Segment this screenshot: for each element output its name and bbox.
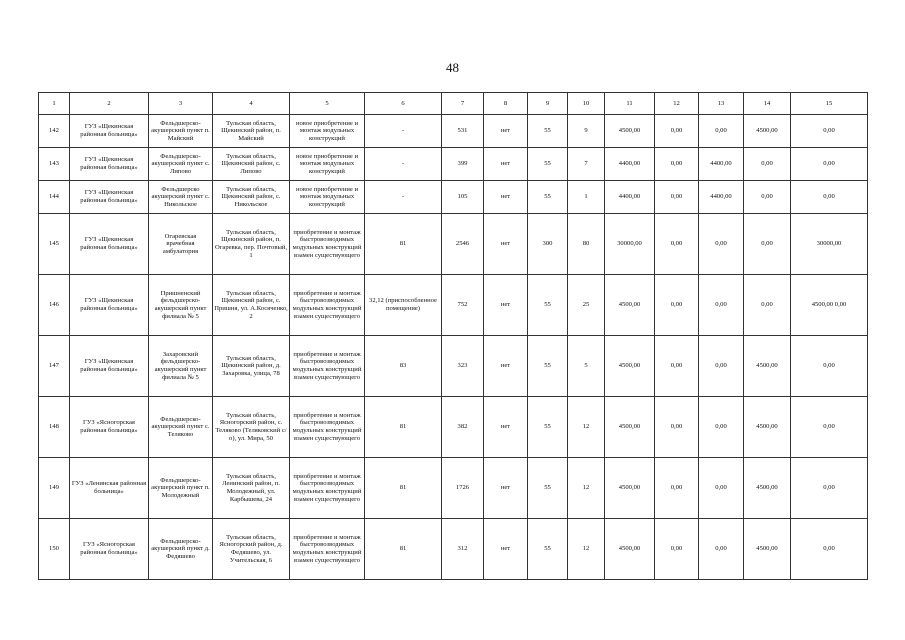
table-cell-col-10: 12	[568, 519, 605, 580]
table-cell-col-15: 0,00	[791, 397, 868, 458]
table-cell-col-3: Фельдшерско акушерский пункт с. Никольское	[149, 181, 213, 214]
table-row	[39, 336, 868, 397]
table-cell-col-13: 0,00	[699, 115, 744, 148]
table-cell-col-1: 144	[39, 181, 70, 214]
table-cell-col-6: -	[365, 181, 442, 214]
table-cell-col-7: 312	[442, 519, 484, 580]
table-cell-col-10: 12	[568, 397, 605, 458]
table-row	[39, 275, 868, 336]
page-number: 48	[446, 60, 459, 75]
table-cell-col-11: 4500,00	[605, 275, 655, 336]
table-cell-col-13: 0,00	[699, 275, 744, 336]
table-cell-col-2: ГУЗ «Щекинская районная больница»	[70, 275, 149, 336]
column-header-6: 6	[365, 93, 442, 115]
table-cell-col-7: 382	[442, 397, 484, 458]
table-cell-col-12: 0,00	[655, 148, 699, 181]
table-cell-col-2: ГУЗ «Щекинская районная больница»	[70, 115, 149, 148]
table-cell-col-14: 4500,00	[744, 397, 791, 458]
table-cell-col-10: 12	[568, 458, 605, 519]
column-header-5: 5	[290, 93, 365, 115]
table-cell-col-13: 0,00	[699, 519, 744, 580]
table-cell-col-9: 55	[528, 519, 568, 580]
table-cell-col-10: 9	[568, 115, 605, 148]
table-cell-col-5: новое приобретение и монтаж модульных конструкций	[290, 148, 365, 181]
table-cell-col-4: Тульская область, Ясногорский район, с. Теляково (Теляковский с/о), ул. Мира, 50	[213, 397, 290, 458]
table-cell-col-15: 0,00	[791, 181, 868, 214]
table-cell-col-9: 55	[528, 458, 568, 519]
column-header-10: 10	[568, 93, 605, 115]
column-header-13: 13	[699, 93, 744, 115]
table-cell-col-8: нет	[484, 519, 528, 580]
table-cell-col-14: 4500,00	[744, 458, 791, 519]
table-cell-col-3: Фельдшерско-акушерский пункт п. Майский	[149, 115, 213, 148]
table-cell-col-10: 7	[568, 148, 605, 181]
table-cell-col-11: 4500,00	[605, 519, 655, 580]
table-row	[39, 115, 868, 148]
table-cell-col-11: 30000,00	[605, 214, 655, 275]
table-cell-col-15: 0,00	[791, 336, 868, 397]
column-header-1: 1	[39, 93, 70, 115]
table-cell-col-1: 145	[39, 214, 70, 275]
table-cell-col-6: 32,12 (приспособленное помещение)	[365, 275, 442, 336]
column-header-11: 11	[605, 93, 655, 115]
table-cell-col-8: нет	[484, 397, 528, 458]
table-cell-col-8: нет	[484, 458, 528, 519]
table-cell-col-11: 4500,00	[605, 115, 655, 148]
table-cell-col-10: 80	[568, 214, 605, 275]
table-cell-col-2: ГУЗ «Ясногорская районная больница»	[70, 519, 149, 580]
table-cell-col-6: 81	[365, 519, 442, 580]
table-cell-col-9: 300	[528, 214, 568, 275]
table-cell-col-14: 0,00	[744, 148, 791, 181]
table-cell-col-3: Фельдшерско-акушерский пункт д. Федяшево	[149, 519, 213, 580]
table-cell-col-15: 0,00	[791, 148, 868, 181]
table-cell-col-12: 0,00	[655, 115, 699, 148]
table-cell-col-5: приобретение и монтаж быстровозводимых модульных конструкций взамен существующего	[290, 214, 365, 275]
table-cell-col-1: 142	[39, 115, 70, 148]
table-row	[39, 519, 868, 580]
column-header-12: 12	[655, 93, 699, 115]
table-cell-col-2: ГУЗ «Щекинская районная больница»	[70, 214, 149, 275]
table-cell-col-6: 81	[365, 397, 442, 458]
table-row	[39, 458, 868, 519]
table-cell-col-5: приобретение и монтаж быстровозводимых модульных конструкций взамен существующего	[290, 336, 365, 397]
table-cell-col-2: ГУЗ «Ясногорская районная больница»	[70, 397, 149, 458]
table-cell-col-2: ГУЗ «Ленинская районная больница»	[70, 458, 149, 519]
table-cell-col-8: нет	[484, 115, 528, 148]
table-cell-col-15: 4500,00 0,00	[791, 275, 868, 336]
table-cell-col-10: 5	[568, 336, 605, 397]
table-cell-col-13: 0,00	[699, 214, 744, 275]
column-header-14: 14	[744, 93, 791, 115]
table-cell-col-10: 25	[568, 275, 605, 336]
table-cell-col-4: Тульская область, Щекинский район, п. Огаревка, пер. Почтовый, 1	[213, 214, 290, 275]
table-cell-col-4: Тульская область, Щекинский район, с. Пришня, ул. А.Косяченко, 2	[213, 275, 290, 336]
table-cell-col-12: 0,00	[655, 181, 699, 214]
table-cell-col-8: нет	[484, 148, 528, 181]
table-cell-col-5: приобретение и монтаж быстровозводимых модульных конструкций взамен существующего	[290, 275, 365, 336]
table-cell-col-11: 4400,00	[605, 181, 655, 214]
table-cell-col-7: 399	[442, 148, 484, 181]
table-cell-col-8: нет	[484, 336, 528, 397]
table-cell-col-7: 752	[442, 275, 484, 336]
table-cell-col-6: -	[365, 148, 442, 181]
table-cell-col-13: 4400,00	[699, 148, 744, 181]
table-cell-col-13: 0,00	[699, 397, 744, 458]
table-cell-col-14: 4500,00	[744, 336, 791, 397]
table-cell-col-10: 1	[568, 181, 605, 214]
table-cell-col-9: 55	[528, 336, 568, 397]
table-cell-col-15: 30000,00	[791, 214, 868, 275]
table-cell-col-7: 2546	[442, 214, 484, 275]
table-cell-col-3: Захаровский фельдшерско-акушерский пункт филиала № 5	[149, 336, 213, 397]
table-cell-col-5: новое приобретение и монтаж модульных конструкций	[290, 115, 365, 148]
table-cell-col-3: Огаревская врачебная амбулатория	[149, 214, 213, 275]
table-cell-col-14: 4500,00	[744, 115, 791, 148]
table-cell-col-1: 147	[39, 336, 70, 397]
table-cell-col-1: 149	[39, 458, 70, 519]
table-header-row	[39, 93, 868, 115]
table-cell-col-11: 4500,00	[605, 397, 655, 458]
column-header-4: 4	[213, 93, 290, 115]
table-cell-col-13: 0,00	[699, 458, 744, 519]
table-cell-col-11: 4400,00	[605, 148, 655, 181]
table-cell-col-8: нет	[484, 275, 528, 336]
table-cell-col-7: 531	[442, 115, 484, 148]
table-cell-col-4: Тульская область, Щекинский район, д. Захаровка, улица, 78	[213, 336, 290, 397]
table-body	[39, 93, 868, 580]
column-header-2: 2	[70, 93, 149, 115]
column-header-9: 9	[528, 93, 568, 115]
table-row	[39, 397, 868, 458]
table-cell-col-5: новое приобретение и монтаж модульных конструкций	[290, 181, 365, 214]
table-cell-col-5: приобретение и монтаж быстровозводимых модульных конструкций взамен существующего	[290, 458, 365, 519]
table-cell-col-8: нет	[484, 214, 528, 275]
table-cell-col-2: ГУЗ «Щекинская районная больница»	[70, 148, 149, 181]
table-cell-col-7: 1726	[442, 458, 484, 519]
table-cell-col-9: 55	[528, 275, 568, 336]
table-cell-col-1: 143	[39, 148, 70, 181]
data-table	[38, 92, 868, 580]
column-header-3: 3	[149, 93, 213, 115]
table-cell-col-5: приобретение и монтаж быстровозводимых модульных конструкций взамен существующего	[290, 519, 365, 580]
table-cell-col-12: 0,00	[655, 275, 699, 336]
table-cell-col-15: 0,00	[791, 458, 868, 519]
table-cell-col-14: 0,00	[744, 275, 791, 336]
table-cell-col-1: 148	[39, 397, 70, 458]
table-cell-col-14: 4500,00	[744, 519, 791, 580]
table-cell-col-1: 150	[39, 519, 70, 580]
table-cell-col-6: 83	[365, 336, 442, 397]
table-cell-col-7: 323	[442, 336, 484, 397]
table-cell-col-9: 55	[528, 181, 568, 214]
table-cell-col-4: Тульская область, Ясногорский район, д. Федяшево, ул. Учительская, 6	[213, 519, 290, 580]
table-cell-col-3: Фельдшерско-акушерский пункт с. Теляково	[149, 397, 213, 458]
table-cell-col-4: Тульская область, Щекинский район, с. Никольское	[213, 181, 290, 214]
table-row	[39, 181, 868, 214]
table-cell-col-13: 0,00	[699, 336, 744, 397]
table-cell-col-7: 105	[442, 181, 484, 214]
table-cell-col-1: 146	[39, 275, 70, 336]
table-cell-col-8: нет	[484, 181, 528, 214]
column-header-7: 7	[442, 93, 484, 115]
table-cell-col-13: 4400,00	[699, 181, 744, 214]
table-cell-col-2: ГУЗ «Щекинская районная больница»	[70, 336, 149, 397]
table-cell-col-3: Фельдшерско-акушерский пункт п. Молодежный	[149, 458, 213, 519]
column-header-15: 15	[791, 93, 868, 115]
table-cell-col-4: Тульская область, Ленинский район, п. Молодежный, ул. Карбышева, 24	[213, 458, 290, 519]
table-cell-col-11: 4500,00	[605, 336, 655, 397]
table-cell-col-6: 81	[365, 458, 442, 519]
table-cell-col-15: 0,00	[791, 115, 868, 148]
table-cell-col-9: 55	[528, 115, 568, 148]
table-cell-col-3: Пришненский фельдшерско-акушерский пункт филиала № 5	[149, 275, 213, 336]
table-row	[39, 148, 868, 181]
table-cell-col-5: приобретение и монтаж быстровозводимых модульных конструкций взамен существующего	[290, 397, 365, 458]
table-cell-col-9: 55	[528, 148, 568, 181]
table-cell-col-4: Тульская область, Щекинский район, п. Майский	[213, 115, 290, 148]
column-header-8: 8	[484, 93, 528, 115]
table-cell-col-12: 0,00	[655, 397, 699, 458]
table-cell-col-6: 81	[365, 214, 442, 275]
table-cell-col-12: 0,00	[655, 214, 699, 275]
table-cell-col-12: 0,00	[655, 458, 699, 519]
table-cell-col-14: 0,00	[744, 214, 791, 275]
table-cell-col-12: 0,00	[655, 336, 699, 397]
table-cell-col-12: 0,00	[655, 519, 699, 580]
table-row	[39, 214, 868, 275]
table-cell-col-6: -	[365, 115, 442, 148]
table-cell-col-2: ГУЗ «Щекинская районная больница»	[70, 181, 149, 214]
table-cell-col-14: 0,00	[744, 181, 791, 214]
table-cell-col-11: 4500,00	[605, 458, 655, 519]
table-cell-col-9: 55	[528, 397, 568, 458]
table-cell-col-15: 0,00	[791, 519, 868, 580]
table-cell-col-3: Фельдшерско-акушерский пункт с. Липово	[149, 148, 213, 181]
table-cell-col-4: Тульская область, Щекинский район, с. Липово	[213, 148, 290, 181]
